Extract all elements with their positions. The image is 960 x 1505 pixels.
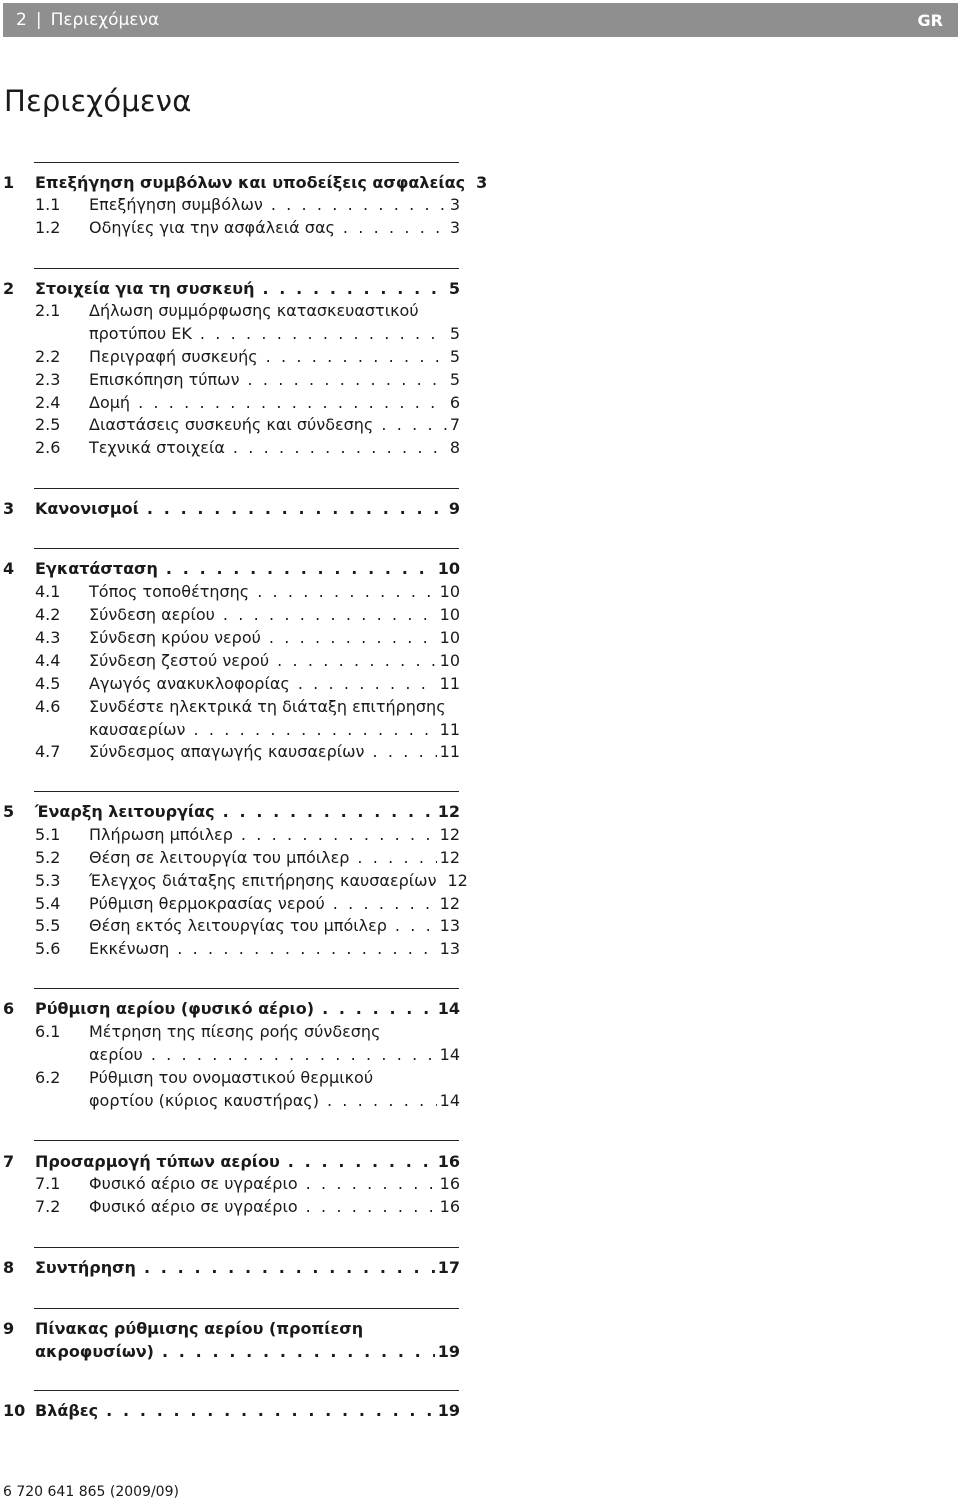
toc-entry-number: 7.2 [35,1197,61,1216]
toc-dot-leader [372,741,436,763]
toc-entry-number: 8 [3,1258,15,1277]
toc-entry-number: 4 [3,559,15,578]
toc-entry-page: 10 [439,651,460,670]
toc-dot-leader [288,1151,435,1173]
toc-dot-leader [138,392,447,414]
toc-entry-title-line1: Συνδέστε ηλεκτρικά τη διάταξη επιτήρησης [89,697,446,716]
toc-entry-number: 4.1 [35,582,61,601]
toc-entry-title-line1: Δήλωση συμμόρφωσης κατασκευαστικού [89,301,419,320]
footer-doc-number: 6 720 641 865 (2009/09) [3,1484,179,1500]
section-rule [34,1308,459,1309]
toc-entry-page: 12 [439,894,460,913]
toc-entry-title: Φυσικό αέριο σε υγραέριο [89,1174,298,1193]
toc-entry-title: Εγκατάσταση [35,559,158,578]
toc-entry-page: 10 [439,582,460,601]
toc-entry-page: 5 [448,279,460,298]
toc-entry-line [35,1341,460,1363]
toc-entry-title: Φυσικό αέριο σε υγραέριο [89,1197,298,1216]
toc-entry-title: Έλεγχος διάταξης επιτήρησης καυσαερίων [89,871,437,890]
toc-entry-page: 11 [439,742,460,761]
toc-dot-leader [357,847,436,869]
toc-entry-title: Αγωγός ανακυκλοφορίας [89,674,290,693]
toc-entry-page: 3 [449,195,460,214]
toc-entry[interactable] [0,194,460,216]
toc-entry-number: 1.2 [35,218,61,237]
toc-entry-line [89,1044,460,1066]
toc-entry-title: Θέση εκτός λειτουργίας του μπόιλερ [89,916,387,935]
toc-entry-title: Περιγραφή συσκευής [89,347,258,366]
toc-entry-title: Δομή [89,393,131,412]
toc-entry-line [89,346,460,368]
section-rule [34,791,459,792]
toc-entry-line [89,673,460,695]
toc-dot-leader [144,1257,435,1279]
toc-entry[interactable] [0,847,460,869]
toc-entry-line [89,194,460,216]
toc-dot-leader [395,915,437,937]
toc-dot-leader [241,824,437,846]
toc-entry[interactable] [0,915,460,937]
toc-entry-page: 9 [448,499,460,518]
toc-entry-line [89,870,468,892]
toc-entry-title: Εκκένωση [89,939,170,958]
toc-entry-title: Προσαρμογή τύπων αερίου [35,1152,280,1171]
toc-entry-line [89,604,460,626]
toc-entry[interactable] [0,1067,460,1112]
toc-dot-leader [269,627,437,649]
toc-dot-leader [147,498,446,520]
toc-entry-title: Έναρξη λειτουργίας [35,802,215,821]
toc-entry-number: 2 [3,279,15,298]
toc-entry-title: καυσαερίων [89,720,186,739]
toc-entry-line [89,581,460,603]
toc-entry-number: 2.2 [35,347,61,366]
toc-entry-line [89,437,460,459]
toc-entry-number: 4.7 [35,742,61,761]
toc-entry-line [89,323,460,345]
section-rule [34,162,459,163]
toc-dot-leader [200,323,447,345]
section-rule [34,268,459,269]
toc-entry[interactable] [0,604,460,626]
toc-entry-line [35,1400,460,1422]
toc-entry-page: 14 [439,1045,460,1064]
toc-dot-leader [223,801,435,823]
toc-entry-page: 11 [439,720,460,739]
toc-entry-number: 4.4 [35,651,61,670]
toc-entry-line [89,650,460,672]
toc-dot-leader [322,998,435,1020]
toc-entry-number: 2.3 [35,370,61,389]
toc-entry-title: ακροφυσίων) [35,1342,154,1361]
toc-entry-line [89,893,460,915]
toc-entry-line [35,998,460,1020]
toc-entry-page: 10 [439,605,460,624]
toc-dot-leader [257,581,436,603]
toc-entry-title: Επισκόπηση τύπων [89,370,240,389]
toc-entry-title: φορτίου (κύριος καυστήρας) [89,1091,319,1110]
toc-entry[interactable] [0,801,460,823]
toc-entry-title: αερίου [89,1045,143,1064]
toc-entry-title: Θέση σε λειτουργία του μπόιλερ [89,848,350,867]
toc-entry-title: Επεξήγηση συμβόλων και υποδείξεις ασφαλείας [35,173,466,192]
toc-entry-line [35,558,460,580]
section-rule [34,1140,459,1141]
toc-entry[interactable] [0,938,460,960]
toc-entry-number: 5.4 [35,894,61,913]
toc-dot-leader [166,558,435,580]
toc-entry-title: Σύνδεση κρύου νερού [89,628,261,647]
toc-entry-number: 5 [3,802,15,821]
toc-entry-number: 4.2 [35,605,61,624]
toc-entry-title: Στοιχεία για τη συσκευή [35,279,255,298]
toc-entry-title: προτύπου ΕΚ [89,324,192,343]
toc-entry[interactable] [0,392,460,414]
toc-entry-title: Βλάβες [35,1401,99,1420]
toc-entry-title: Πλήρωση μπόιλερ [89,825,233,844]
toc-entry-page: 12 [437,802,460,821]
section-rule [34,1390,459,1391]
toc-entry[interactable] [0,998,460,1020]
toc-entry-number: 6.2 [35,1068,61,1087]
toc-entry-number: 3 [3,499,15,518]
toc-entry-number: 7.1 [35,1174,61,1193]
toc-entry-number: 4.5 [35,674,61,693]
toc-entry-number: 1.1 [35,195,61,214]
toc-dot-leader [151,1044,437,1066]
toc-entry-title: Ρύθμιση θερμοκρασίας νερού [89,894,325,913]
toc-entry-line [35,278,460,300]
toc-entry-page: 11 [439,674,460,693]
toc-entry-page: 3 [449,218,460,237]
toc-entry-title-line1: Μέτρηση της πίεσης ροής σύνδεσης [89,1022,381,1041]
toc-dot-leader [343,217,447,239]
toc-entry[interactable] [0,741,460,763]
toc-entry-line [89,741,460,763]
toc-entry-number: 6 [3,999,15,1018]
toc-entry-title: Τόπος τοποθέτησης [89,582,250,601]
toc-entry-line [89,1090,460,1112]
toc-entry-page: 12 [439,848,460,867]
toc-entry[interactable] [0,437,460,459]
header-language-code: GR [917,10,943,30]
toc-dot-leader [193,719,436,741]
section-rule [34,988,459,989]
toc-entry-number: 5.6 [35,939,61,958]
toc-dot-leader [298,673,437,695]
toc-entry-page: 14 [437,999,460,1018]
toc-entry[interactable] [0,870,468,892]
toc-entry-line [89,369,460,391]
toc-entry-page: 5 [449,347,460,366]
toc-entry[interactable] [0,414,460,436]
toc-dot-leader [277,650,436,672]
header-section-title: Περιεχόμενα [50,10,160,30]
toc-entry[interactable] [0,278,460,300]
toc-entry[interactable] [0,627,460,649]
toc-entry[interactable] [0,498,460,520]
toc-entry-title: Κανονισμοί [35,499,139,518]
toc-entry-page: 8 [449,438,460,457]
toc-entry-page: 12 [439,825,460,844]
toc-entry-page: 13 [439,916,460,935]
toc-entry-line [89,1196,460,1218]
toc-dot-leader [162,1341,435,1363]
toc-entry-line [89,915,460,937]
toc-entry-page: 7 [449,415,460,434]
toc-entry[interactable] [0,650,460,672]
toc-entry-line [35,172,488,194]
toc-entry-number: 7 [3,1152,15,1171]
toc-entry-number: 5.2 [35,848,61,867]
toc-entry-page: 17 [437,1258,460,1277]
toc-dot-leader [266,346,447,368]
toc-dot-leader [381,414,446,436]
toc-entry-number: 6.1 [35,1022,61,1041]
toc-entry-page: 5 [449,324,460,343]
toc-entry-title: Συντήρηση [35,1258,136,1277]
toc-entry[interactable] [0,1151,460,1173]
toc-entry[interactable] [0,673,460,695]
toc-entry-page: 10 [437,559,460,578]
toc-entry-number: 5.5 [35,916,61,935]
toc-entry-number: 9 [3,1319,15,1338]
toc-entry-line [89,719,460,741]
toc-entry[interactable] [0,824,460,846]
toc-entry-line [89,627,460,649]
toc-entry-page: 3 [476,173,488,192]
toc-entry-number: 2.6 [35,438,61,457]
toc-entry-line [89,1173,460,1195]
toc-entry[interactable] [0,1196,460,1218]
toc-entry-title-line1: Ρύθμιση του ονομαστικού θερμικού [89,1068,374,1087]
toc-dot-leader [306,1196,437,1218]
toc-dot-leader [327,1090,437,1112]
section-rule [34,1247,459,1248]
header-separator: | [35,10,42,30]
toc-entry[interactable] [0,893,460,915]
toc-entry[interactable] [0,172,488,194]
toc-entry-number: 5.1 [35,825,61,844]
toc-entry[interactable] [0,696,460,741]
header-page-number: 2 [16,10,27,30]
toc-entry-title: Σύνδεσμος απαγωγής καυσαερίων [89,742,365,761]
page-header-bar [3,3,958,37]
toc-entry-number: 10 [3,1401,26,1420]
toc-entry-line [89,217,460,239]
section-rule [34,488,459,489]
toc-entry-line [35,1151,460,1173]
toc-entry[interactable] [0,581,460,603]
toc-entry-title: Σύνδεση αερίου [89,605,215,624]
toc-entry-page: 14 [439,1091,460,1110]
toc-entry-line [89,414,460,436]
toc-entry[interactable] [0,558,460,580]
toc-entry-page: 5 [449,370,460,389]
toc-entry[interactable] [0,346,460,368]
toc-entry-title-line1: Πίνακας ρύθμισης αερίου (προπίεση [35,1319,364,1338]
toc-entry-page: 16 [437,1152,460,1171]
toc-dot-leader [271,194,447,216]
toc-entry-title: Επεξήγηση συμβόλων [89,195,263,214]
toc-entry-number: 4.3 [35,628,61,647]
toc-entry[interactable] [0,1173,460,1195]
toc-entry-line [89,847,460,869]
toc-entry-page: 13 [439,939,460,958]
toc-entry[interactable] [0,1257,460,1279]
toc-entry-title: Διαστάσεις συσκευής και σύνδεσης [89,415,374,434]
toc-dot-leader [306,1173,437,1195]
toc-entry-title: Σύνδεση ζεστού νερού [89,651,270,670]
toc-entry-page: 16 [439,1197,460,1216]
toc-entry-page: 6 [449,393,460,412]
toc-entry-number: 2.4 [35,393,61,412]
toc-entry-line [35,498,460,520]
toc-entry-line [35,1257,460,1279]
toc-entry-page: 16 [439,1174,460,1193]
toc-entry-number: 2.5 [35,415,61,434]
toc-entry-title: Ρύθμιση αερίου (φυσικό αέριο) [35,999,315,1018]
toc-entry-number: 2.1 [35,301,61,320]
toc-entry[interactable] [0,369,460,391]
toc-entry[interactable] [0,1400,460,1422]
toc-entry-number: 1 [3,173,15,192]
page-title: Περιεχόμενα [4,84,192,118]
toc-entry[interactable] [0,217,460,239]
toc-dot-leader [233,437,447,459]
toc-dot-leader [177,938,436,960]
toc-entry-title: Οδηγίες για την ασφάλειά σας [89,218,335,237]
toc-entry-number: 5.3 [35,871,61,890]
toc-entry[interactable] [0,1021,460,1066]
toc-entry[interactable] [0,300,460,345]
toc-entry-line [89,938,460,960]
section-rule [34,548,459,549]
toc-entry-line [89,392,460,414]
toc-entry-line [89,824,460,846]
toc-dot-leader [248,369,447,391]
toc-dot-leader [223,604,437,626]
toc-entry-page: 19 [437,1342,460,1361]
toc-entry-page: 19 [437,1401,460,1420]
toc-dot-leader [262,278,445,300]
toc-entry-number: 4.6 [35,697,61,716]
toc-dot-leader [106,1400,435,1422]
toc-dot-leader [333,893,437,915]
toc-entry-title: Τεχνικά στοιχεία [89,438,225,457]
toc-entry-page: 10 [439,628,460,647]
toc-entry-page: 12 [447,871,468,890]
toc-entry-line [35,801,460,823]
toc-entry[interactable] [0,1318,460,1363]
